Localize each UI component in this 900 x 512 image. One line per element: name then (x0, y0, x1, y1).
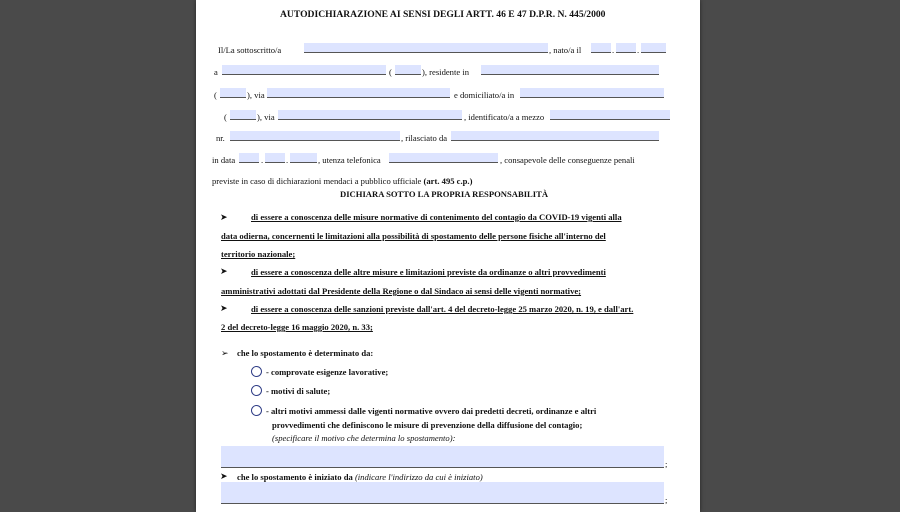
spostamento-label: che lo spostamento è determinato da: (237, 348, 374, 358)
label-sottoscritto: Il/La sottoscritto/a (218, 45, 282, 55)
arrowhead-bullet-icon: ➤ (220, 303, 228, 313)
label-a: a (214, 67, 218, 77)
dichiara-heading: DICHIARA SOTTO LA PROPRIA RESPONSABILITÀ (340, 189, 549, 199)
start-address-field[interactable] (221, 482, 664, 504)
issue-year-field[interactable] (290, 153, 317, 163)
iniziato-row (237, 472, 483, 482)
birth-province-field[interactable] (395, 65, 421, 75)
radio-button-icon[interactable] (251, 405, 262, 416)
declaration-1-line-1: di essere a conoscenza delle misure normative di contenimento del contagio da COVID-19 vigenti alla (251, 212, 622, 222)
art495-text: (art. 495 c.p.) (423, 176, 473, 186)
birth-day-field[interactable] (591, 43, 611, 53)
phone-field[interactable] (389, 153, 498, 163)
label-utenza: , utenza telefonica (318, 155, 381, 165)
label-domiciliato: e domiciliato/a in (454, 90, 515, 100)
arrowhead-bullet-icon: ➤ (220, 212, 228, 222)
declaration-2-line-1: di essere a conoscenza delle altre misure e limitazioni previste da ordinanze o altri provvedimenti (251, 267, 606, 277)
label-nato: , nato/a il (549, 45, 582, 55)
arrowhead-bullet-icon: ➤ (220, 266, 228, 276)
domicile-street-field[interactable] (278, 110, 462, 120)
option-salute: - motivi di salute; (266, 386, 331, 396)
iniziato-label: che lo spostamento è iniziato da (237, 472, 353, 482)
radio-button-icon[interactable] (251, 385, 262, 396)
label-open-paren: ( (224, 112, 227, 122)
date-sep: . (612, 45, 615, 55)
label-identificato: , identificato/a a mezzo (464, 112, 545, 122)
residence-street-field[interactable] (267, 88, 450, 98)
name-field[interactable] (304, 43, 548, 53)
label-in-data: in data (212, 155, 236, 165)
semicolon: ; (665, 495, 668, 505)
label-consapevole: , consapevole delle conseguenze penali (500, 155, 635, 165)
label-open-paren: ( (214, 90, 217, 100)
domicile-city-field[interactable] (520, 88, 664, 98)
label-residente: ), residente in (422, 67, 470, 77)
arrowhead-bullet-icon: ➤ (220, 471, 228, 481)
iniziato-hint: (indicare l'indirizzo da cui è iniziato) (354, 472, 483, 482)
date-sep: . (261, 155, 264, 165)
declaration-3-line-1: di essere a conoscenza delle sanzioni previste dall'art. 4 del decreto-legge 25 marzo 2020, n. 19, e dall'art. (251, 304, 634, 314)
domicile-province-field[interactable] (230, 110, 256, 120)
label-rilasciato: , rilasciato da (401, 133, 448, 143)
motivo-field[interactable] (221, 446, 664, 468)
label-previste (212, 176, 472, 186)
label-via: ), via (247, 90, 265, 100)
document-type-field[interactable] (550, 110, 670, 120)
issue-month-field[interactable] (265, 153, 285, 163)
declaration-1-line-3: territorio nazionale; (221, 249, 296, 259)
birth-year-field[interactable] (641, 43, 666, 53)
arrowhead-bullet-icon: ➢ (221, 348, 229, 358)
label-via: ), via (257, 112, 275, 122)
option-altri-line-1: - altri motivi ammessi dalle vigenti normative ovvero dai predetti decreti, ordinanze e altri (266, 406, 597, 416)
date-sep: . (637, 45, 640, 55)
residence-province-field[interactable] (220, 88, 246, 98)
declaration-3-line-2: 2 del decreto-legge 16 maggio 2020, n. 33; (221, 322, 373, 332)
declaration-2-line-2: amministrativi adottati dal Presidente della Regione o dal Sindaco ai sensi delle vigenti normative; (221, 286, 582, 296)
issued-by-field[interactable] (451, 131, 659, 141)
birth-month-field[interactable] (616, 43, 636, 53)
option-altri-line-2: provvedimenti che definiscono le misure di prevenzione della diffusione del contagio; (272, 420, 583, 430)
document-number-field[interactable] (230, 131, 400, 141)
page-title: AUTODICHIARAZIONE AI SENSI DEGLI ARTT. 46 E 47 D.P.R. N. 445/2000 (280, 9, 606, 20)
label-nr: nr. (216, 133, 225, 143)
declaration-1-line-2: data odierna, concernenti le limitazioni alla possibilità di spostamento delle persone fisiche all'interno del (221, 231, 606, 241)
semicolon: ; (665, 459, 668, 469)
option-lavoro: - comprovate esigenze lavorative; (266, 367, 389, 377)
date-sep: . (286, 155, 289, 165)
document-page (196, 0, 700, 512)
issue-day-field[interactable] (239, 153, 259, 163)
previste-text: previste in caso di dichiarazioni mendaci a pubblico ufficiale (212, 176, 422, 186)
label-open-paren: ( (389, 67, 392, 77)
birthplace-field[interactable] (222, 65, 386, 75)
option-altri-hint: (specificare il motivo che determina lo spostamento): (272, 433, 456, 443)
radio-button-icon[interactable] (251, 366, 262, 377)
residence-city-field[interactable] (481, 65, 659, 75)
